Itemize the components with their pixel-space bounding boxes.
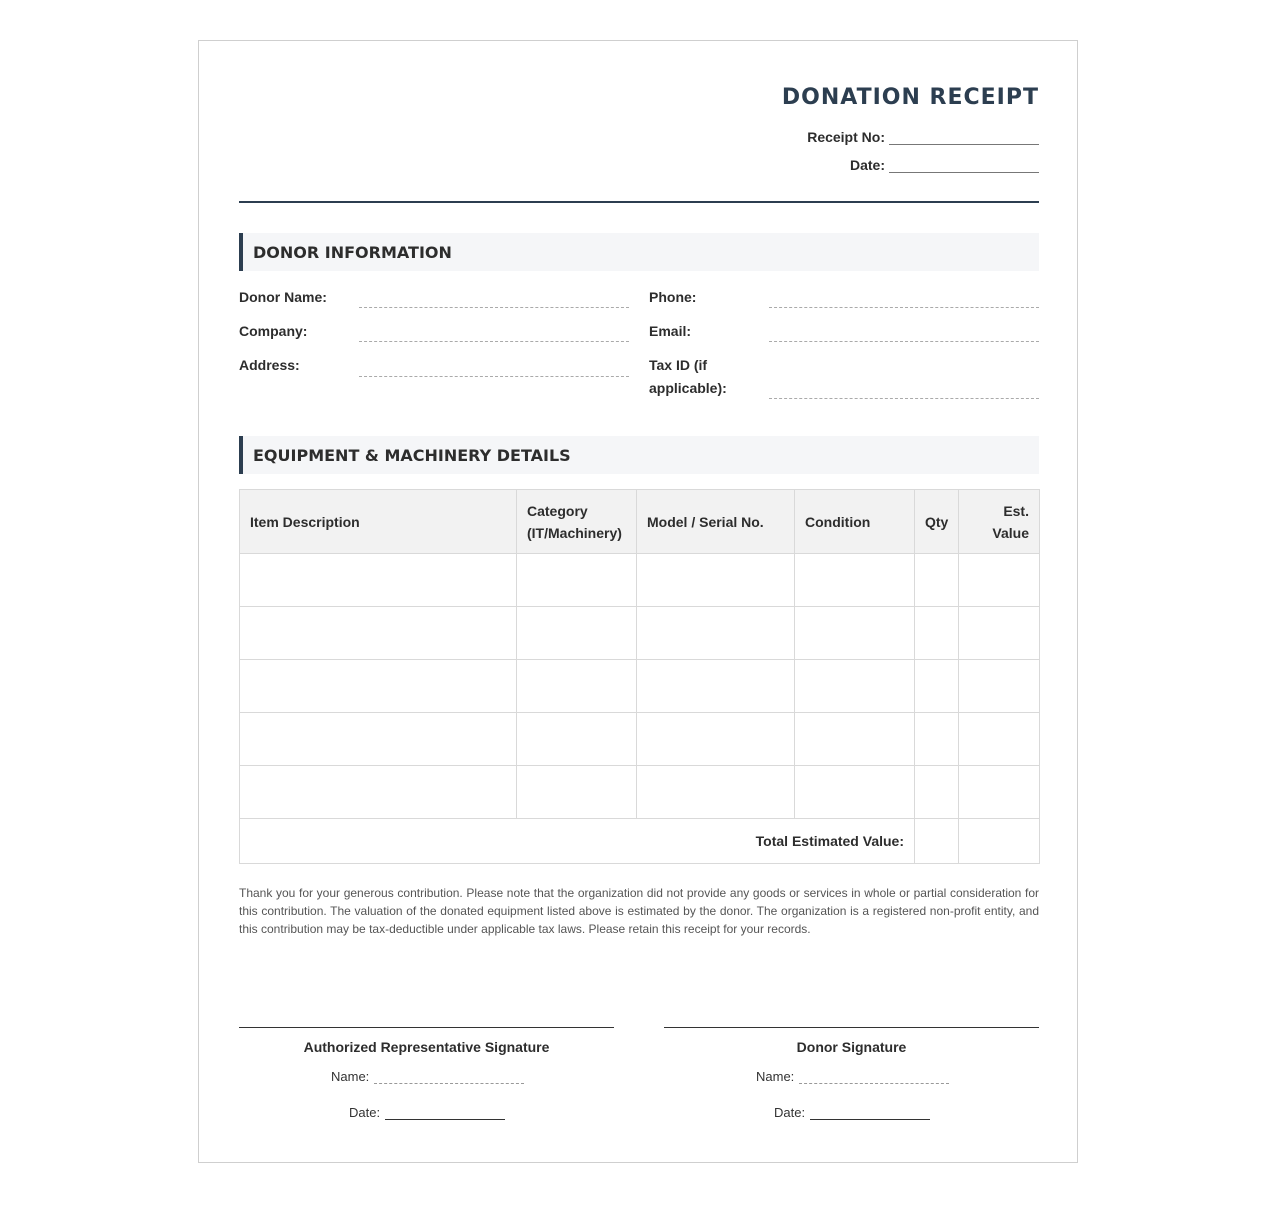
table-row <box>240 713 1040 766</box>
cell-category[interactable] <box>517 554 637 607</box>
company-label: Company: <box>239 323 308 339</box>
donor-signature-title: Donor Signature <box>796 1039 907 1055</box>
email-label: Email: <box>649 323 692 339</box>
cell-value[interactable] <box>959 607 1040 660</box>
cell-qty[interactable] <box>915 554 959 607</box>
column-header-qty: Qty <box>915 490 959 554</box>
receipt-date-label: Date: <box>849 157 885 173</box>
company-field[interactable] <box>359 341 629 342</box>
phone-field[interactable] <box>769 307 1039 308</box>
tax-id-label-line2: applicable): <box>649 380 727 396</box>
cell-qty[interactable] <box>915 660 959 713</box>
receipt-no-label: Receipt No: <box>807 129 885 145</box>
representative-date-row <box>349 1105 505 1120</box>
equipment-section-title: EQUIPMENT & MACHINERY DETAILS <box>253 445 571 465</box>
cell-condition[interactable] <box>795 660 915 713</box>
donor-name-label: Donor Name: <box>239 289 327 305</box>
donor-section-title: DONOR INFORMATION <box>253 242 452 262</box>
total-value-cell[interactable] <box>959 819 1040 864</box>
cell-category[interactable] <box>517 713 637 766</box>
cell-model[interactable] <box>637 554 795 607</box>
table-row <box>240 660 1040 713</box>
cell-value[interactable] <box>959 554 1040 607</box>
donor-sig-date-label: Date: <box>774 1105 806 1120</box>
representative-name-field[interactable] <box>374 1069 524 1084</box>
cell-item[interactable] <box>240 713 517 766</box>
cell-item[interactable] <box>240 660 517 713</box>
tax-id-field[interactable] <box>769 398 1039 399</box>
receipt-date-row <box>850 156 1039 173</box>
table-header-row <box>240 490 1040 554</box>
address-field[interactable] <box>359 376 629 377</box>
donor-signature-line[interactable] <box>664 1027 1039 1028</box>
receipt-no-field[interactable] <box>889 128 1039 145</box>
disclaimer-text: Thank you for your generous contribution. Please note that the organization did not provide any goods or services in whole or partial consideration for this contribution. The valuation of the donated equipment listed above is estimated by the donor. The organization is a registered non-profit entity, and this contribution may be tax-deductible under applicable tax laws. Please retain this receipt for your records. <box>239 886 1039 936</box>
cell-model[interactable] <box>637 607 795 660</box>
cell-category[interactable] <box>517 607 637 660</box>
equipment-section-heading <box>239 436 1039 474</box>
representative-signature-block <box>239 1027 614 1120</box>
donor-name-field[interactable] <box>359 307 629 308</box>
cell-qty[interactable] <box>915 713 959 766</box>
donor-sig-date-field[interactable] <box>810 1105 930 1120</box>
donor-sig-name-label: Name: <box>756 1069 795 1084</box>
cell-model[interactable] <box>637 766 795 819</box>
column-header-value: Est. Value <box>959 490 1040 554</box>
receipt-page <box>198 40 1078 1163</box>
email-field[interactable] <box>769 341 1039 342</box>
cell-value[interactable] <box>959 660 1040 713</box>
cell-item[interactable] <box>240 607 517 660</box>
total-row <box>240 819 1040 864</box>
phone-label: Phone: <box>649 289 697 305</box>
donor-sig-name-row <box>756 1069 949 1084</box>
cell-condition[interactable] <box>795 766 915 819</box>
representative-date-field[interactable] <box>385 1105 505 1120</box>
representative-signature-line[interactable] <box>239 1027 614 1028</box>
receipt-date-field[interactable] <box>889 156 1039 173</box>
table-row <box>240 607 1040 660</box>
column-header-item: Item Description <box>240 490 517 554</box>
cell-item[interactable] <box>240 554 517 607</box>
representative-name-label: Name: <box>331 1069 370 1084</box>
receipt-no-row <box>807 128 1039 145</box>
cell-condition[interactable] <box>795 607 915 660</box>
header-divider <box>239 201 1039 203</box>
total-qty-cell[interactable] <box>915 819 959 864</box>
cell-condition[interactable] <box>795 554 915 607</box>
tax-id-label-line1: Tax ID (if <box>649 357 708 373</box>
cell-condition[interactable] <box>795 713 915 766</box>
column-header-condition: Condition <box>795 490 915 554</box>
representative-date-label: Date: <box>349 1105 381 1120</box>
table-row <box>240 766 1040 819</box>
representative-signature-title: Authorized Representative Signature <box>303 1039 550 1055</box>
equipment-table <box>239 489 1040 864</box>
cell-value[interactable] <box>959 766 1040 819</box>
column-header-model: Model / Serial No. <box>637 490 795 554</box>
donor-sig-name-field[interactable] <box>799 1069 949 1084</box>
cell-qty[interactable] <box>915 607 959 660</box>
total-label: Total Estimated Value: <box>240 819 915 864</box>
cell-qty[interactable] <box>915 766 959 819</box>
cell-item[interactable] <box>240 766 517 819</box>
cell-category[interactable] <box>517 766 637 819</box>
cell-category[interactable] <box>517 660 637 713</box>
column-header-category: Category (IT/Machinery) <box>517 490 637 554</box>
address-label: Address: <box>239 357 300 373</box>
document-title: DONATION RECEIPT <box>781 85 1039 110</box>
cell-model[interactable] <box>637 660 795 713</box>
donor-section-heading <box>239 233 1039 271</box>
cell-value[interactable] <box>959 713 1040 766</box>
donor-signature-block <box>664 1027 1039 1120</box>
cell-model[interactable] <box>637 713 795 766</box>
donor-sig-date-row <box>774 1105 930 1120</box>
table-row <box>240 554 1040 607</box>
representative-name-row <box>331 1069 524 1084</box>
